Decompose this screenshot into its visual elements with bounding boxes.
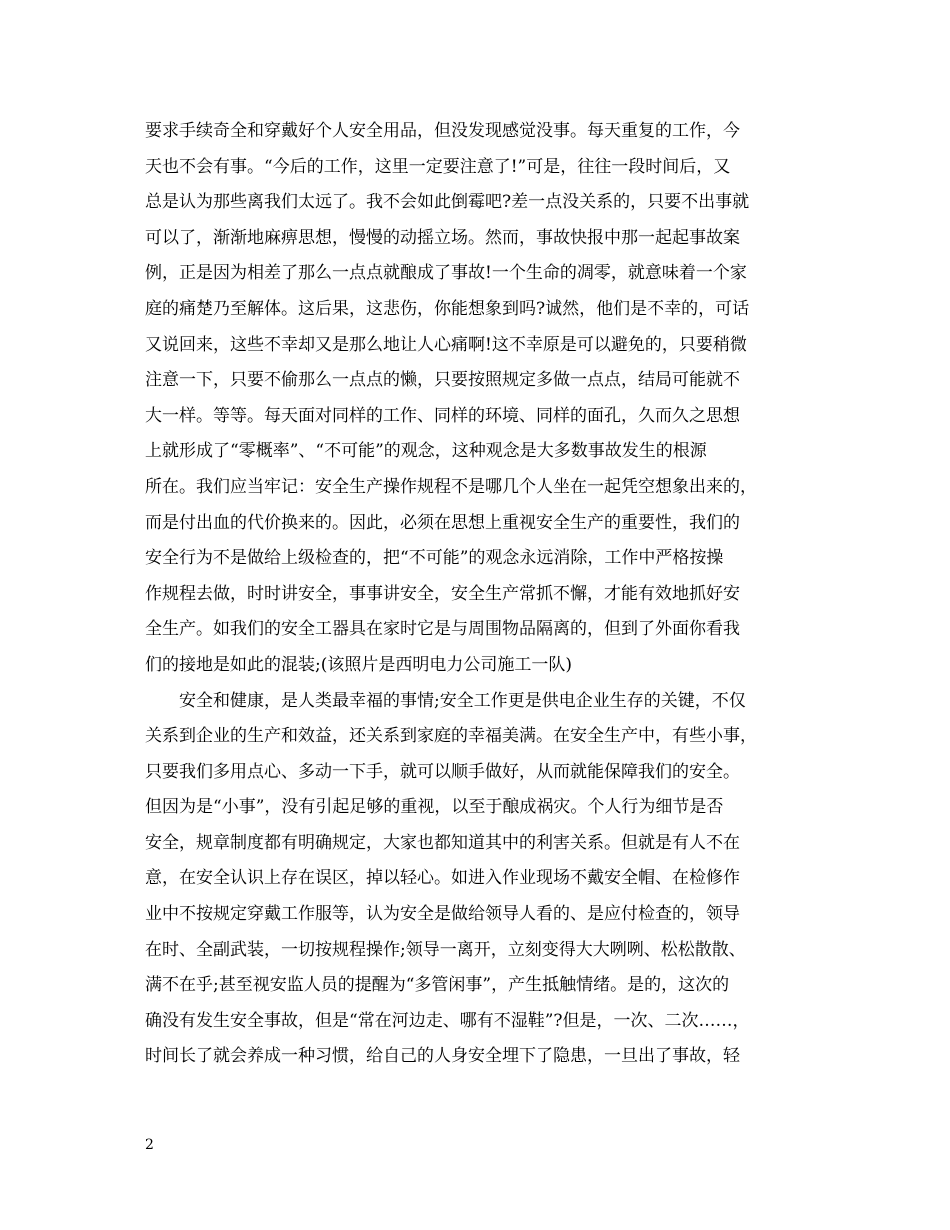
text-line: 而是付出血的代价换来的。因此，必须在思想上重视安全生产的重要性，我们的 xyxy=(145,512,740,533)
text-line: 要求手续奇全和穿戴好个人安全用品，但没发现感觉没事。每天重复的工作，今 xyxy=(145,121,740,141)
page-number: 2 xyxy=(145,1137,154,1153)
text-line: 只要我们多用点心、多动一下手，就可以顺手做好，从而就能保障我们的安全。 xyxy=(145,761,740,782)
text-line: 满不在乎;甚至视安监人员的提醒为“多管闲事”，产生抵触情绪。是的，这次的 xyxy=(145,975,730,996)
text-line: 时间长了就会养成一种习惯，给自己的人身安全埋下了隐患，一旦出了事故，轻 xyxy=(145,1046,740,1067)
text-line: 意，在安全认识上存在误区，掉以轻心。如进入作业现场不戴安全帽、在检修作 xyxy=(145,868,740,889)
text-line: 天也不会有事。“今后的工作，这里一定要注意了!”可是，往往一段时间后，又 xyxy=(145,156,731,177)
body-text xyxy=(145,114,825,1075)
text-line: 在时、全副武装，一切按规程操作;领导一离开，立刻变得大大咧咧、松松散散、 xyxy=(145,939,746,960)
text-line: 所在。我们应当牢记：安全生产操作规程不是哪几个人坐在一起凭空想象出来的， xyxy=(145,476,757,497)
text-line: 关系到企业的生产和效益，还关系到家庭的幸福美满。在安全生产中，有些小事， xyxy=(145,726,757,747)
text-line: 全生产。如我们的安全工器具在家时它是与周围物品隔离的，但到了外面你看我 xyxy=(145,619,740,640)
text-line: 庭的痛楚乃至解体。这后果，这悲伤，你能想象到吗?诚然，他们是不幸的，可话 xyxy=(145,298,750,319)
text-line: 业中不按规定穿戴工作服等，认为安全是做给领导人看的、是应付检查的，领导 xyxy=(145,904,740,925)
text-line: 确没有发生安全事故，但是“常在河边走、哪有不湿鞋”?但是，一次、二次……， xyxy=(145,1010,750,1031)
text-line: 但因为是“小事”，没有引起足够的重视，以至于酿成祸灾。个人行为细节是否 xyxy=(145,797,724,818)
text-line: 可以了，渐渐地麻痹思想，慢慢的动摇立场。然而，事故快报中那一起起事故案 xyxy=(145,227,740,248)
text-line: 安全，规章制度都有明确规定，大家也都知道其中的利害关系。但就是有人不在 xyxy=(145,832,740,853)
text-line: 安全行为不是做给上级检查的，把“不可能”的观念永远消除，工作中严格按操 xyxy=(145,548,724,569)
text-line: 作规程去做，时时讲安全，事事讲安全，安全生产常抓不懈，才能有效地抓好安 xyxy=(145,583,740,604)
text-line: 例，正是因为相差了那么一点点就酿成了事故!一个生命的凋零，就意味着一个家 xyxy=(145,263,747,284)
text-line: 大一样。等等。每天面对同样的工作、同样的环境、同样的面孔，久而久之思想 xyxy=(145,405,740,426)
text-line: 上就形成了“零概率”、“不可能”的观念，这种观念是大多数事故发生的根源 xyxy=(145,441,707,462)
text-line: 注意一下，只要不偷那么一点点的懒，只要按照规定多做一点点，结局可能就不 xyxy=(145,370,740,391)
text-line: 又说回来，这些不幸却又是那么地让人心痛啊!这不幸原是可以避免的，只要稍微 xyxy=(145,334,747,355)
text-line: 们的接地是如此的混装;(该照片是西明电力公司施工一队) xyxy=(145,654,572,675)
text-line: 安全和健康，是人类最幸福的事情;安全工作更是供电企业生存的关键，不仅 xyxy=(145,690,746,711)
text-line: 总是认为那些离我们太远了。我不会如此倒霉吧?差一点没关系的，只要不出事就 xyxy=(145,192,750,213)
